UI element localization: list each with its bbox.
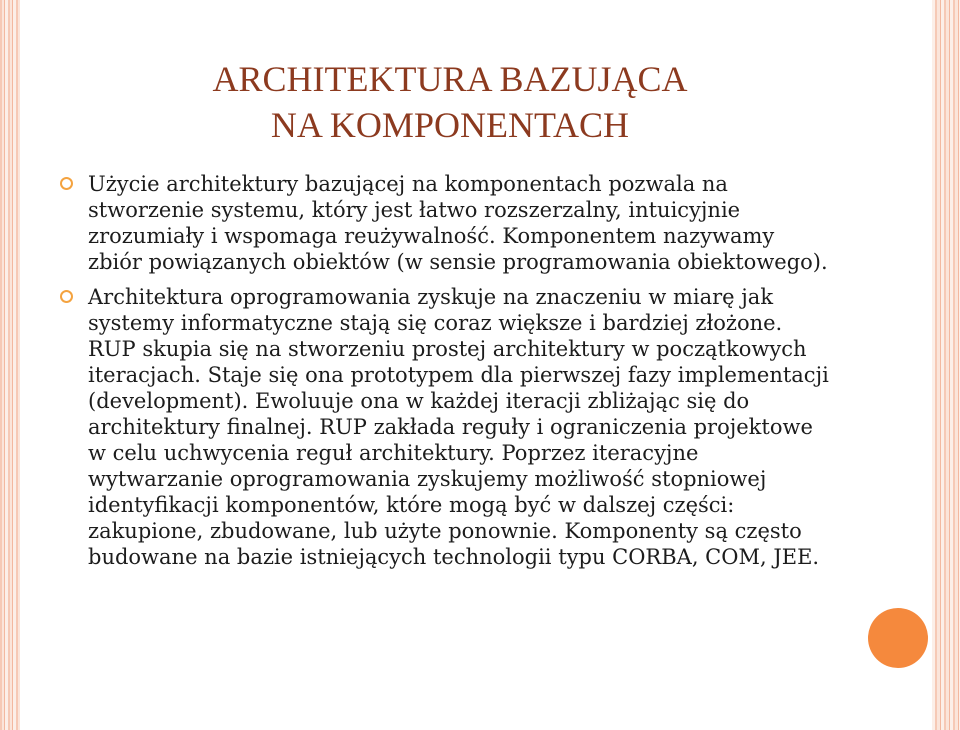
slide-title-line-2: NA KOMPONENTACH [270,105,630,145]
bullet-item-1 [60,171,830,275]
bullet-text-2: Architektura oprogramowania zyskuje na znaczeniu w miarę jak systemy informatyczne stają się coraz większe i bardziej złożone. RUP skupia się na stworzeniu prostej architektury w początkowych iteracjach. Staje się ona prototypem dla pierwszej fazy implementacji (development). Ewoluuje ona w każdej iteracji zbliżając się do architektury finalnej. RUP zakłada reguły i ograniczenia projektowe w celu uchwycenia reguł architektury. Poprzez iteracyjne wytwarzanie oprogramowania zyskujemy możliwość stopniowej identyfikacji komponentów, które mogą być w dalszej części: zakupione, zbudowane, lub użyte ponownie. Komponenty są często budowane na bazie istniejących technologii typu CORBA, COM, JEE. [88,285,829,569]
left-decorative-border [0,0,20,730]
ring-bullet-icon [60,177,73,190]
decorative-orange-circle [868,608,928,668]
bullet-text-1: Użycie architektury bazującej na komponentach pozwala na stworzenie systemu, który jest łatwo rozszerzalny, intuicyjnie zrozumiały i wspomaga reużywalność. Komponentem nazywamy zbiór powiązanych obiektów (w sensie programowania obiektowego). [88,172,828,274]
right-decorative-border [932,0,960,730]
bullet-item-2 [60,284,830,570]
slide-title-line-1: ARCHITEKTURA BAZUJĄCA [212,59,688,99]
slide-title [110,56,790,148]
ring-bullet-icon [60,290,73,303]
bullet-list [60,171,830,579]
